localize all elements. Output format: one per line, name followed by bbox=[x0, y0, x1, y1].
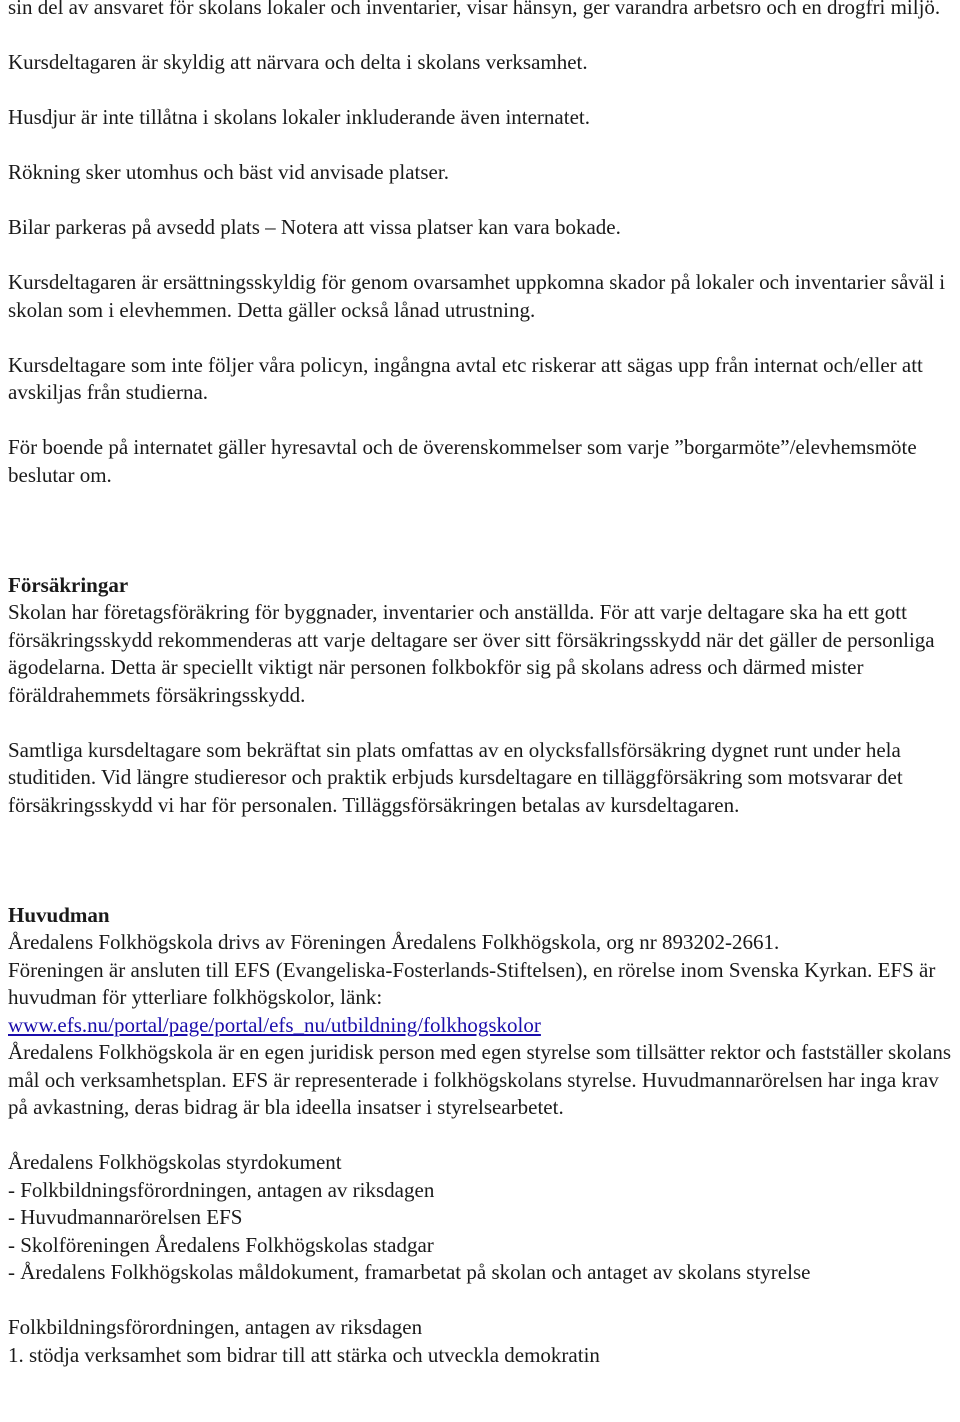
ordinance-title: Folkbildningsförordningen, antagen av riksdagen bbox=[8, 1315, 423, 1339]
spacer bbox=[8, 874, 953, 902]
paragraph-pets: Husdjur är inte tillåtna i skolans lokaler inkluderande även internatet. bbox=[8, 105, 590, 129]
efs-schools-link[interactable]: www.efs.nu/portal/page/portal/efs_nu/utbildning/folkhogskolor bbox=[8, 1012, 541, 1037]
list-item: - Skolföreningen Åredalens Folkhögskolas stadgar bbox=[8, 1232, 434, 1257]
list-item: - Huvudmannarörelsen EFS bbox=[8, 1205, 243, 1229]
spacer bbox=[8, 544, 953, 572]
list-item: - Åredalens Folkhögskolas måldokument, framarbetat på skolan och antaget av skolans styrelse bbox=[8, 1260, 811, 1284]
heading-principal: Huvudman bbox=[8, 902, 110, 927]
paragraph-insurance-2: Samtliga kursdeltagare som bekräftat sin plats omfattas av en olycksfallsförsäkring dygnet runt under hela studitiden. Vid längre studieresor och praktik erbjuds kursdeltagare en tilläggförsäkring som motsvarar det försäkringsskydd vi har för personalen. Tilläggsförsäkringen betalas av kursdeltagaren. bbox=[8, 737, 903, 817]
spacer bbox=[8, 819, 953, 874]
heading-insurance: Försäkringar bbox=[8, 572, 129, 597]
paragraph-school-premises: sin del av ansvaret för skolans lokaler och inventarier, visar hänsyn, ger varandra arbetsro och en drogfri miljö. bbox=[8, 0, 941, 19]
list-item: - Folkbildningsförordningen, antagen av riksdagen bbox=[8, 1177, 435, 1202]
paragraph-attendance: Kursdeltagaren är skyldig att närvara och delta i skolans verksamhet. bbox=[8, 50, 588, 74]
governing-docs-title: Åredalens Folkhögskolas styrdokument bbox=[8, 1150, 342, 1174]
paragraph-dormitory: För boende på internatet gäller hyresavtal och de överenskommelser som varje ”borgarmöte”/elevhemsmöte beslutar om. bbox=[8, 435, 917, 487]
governing-docs-list bbox=[8, 1177, 953, 1287]
paragraph-smoking: Rökning sker utomhus och bäst vid anvisade platser. bbox=[8, 160, 449, 184]
paragraph-parking: Bilar parkeras på avsedd plats – Notera att vissa platser kan vara bokade. bbox=[8, 215, 621, 239]
document-page bbox=[8, 0, 953, 1369]
paragraph-principal-3: Åredalens Folkhögskola är en egen juridisk person med egen styrelse som tillsätter rektor och fastställer skolans mål och verksamhetsplan. EFS är representerade i folkhögskolans styrelse. Huvudmannarörelsen har inga krav på avkastning, deras bidrag är bla ideella insatser i styrelsearbetet. bbox=[8, 1040, 952, 1119]
paragraph-principal-1: Åredalens Folkhögskola drivs av Föreningen Åredalens Folkhögskola, org nr 893202-2661. bbox=[8, 930, 780, 954]
paragraph-principal-2: Föreningen är ansluten till EFS (Evangeliska-Fosterlands-Stiftelsen), en rörelse inom Svenska Kyrkan. EFS är huvudman för ytterliare folkhögskolor, länk: bbox=[8, 957, 936, 1009]
spacer bbox=[8, 489, 953, 544]
paragraph-policy: Kursdeltagare som inte följer våra policyn, ingångna avtal etc riskerar att sägas upp från internat och/eller att avskiljas från studierna. bbox=[8, 352, 923, 404]
paragraph-principal-link bbox=[8, 1012, 953, 1040]
ordinance-item-1: 1. stödja verksamhet som bidrar till att stärka och utveckla demokratin bbox=[8, 1342, 600, 1367]
paragraph-insurance-1: Skolan har företagsföräkring för byggnader, inventarier och anställda. För att varje deltagare ska ha ett gott försäkringsskydd rekommenderas att varje deltagare ser över sitt försäkringsskydd när det gäller de personliga ägodelarna. Detta är speciellt viktigt när personen folkbokför sig på skolans adress och därmed mister föräldrahemmets försäkringsskydd. bbox=[8, 600, 935, 707]
paragraph-liability: Kursdeltagaren är ersättningsskyldig för genom ovarsamhet uppkomna skador på lokaler och inventarier såväl i skolan som i elevhemmen. Detta gäller också lånad utrustning. bbox=[8, 270, 946, 322]
